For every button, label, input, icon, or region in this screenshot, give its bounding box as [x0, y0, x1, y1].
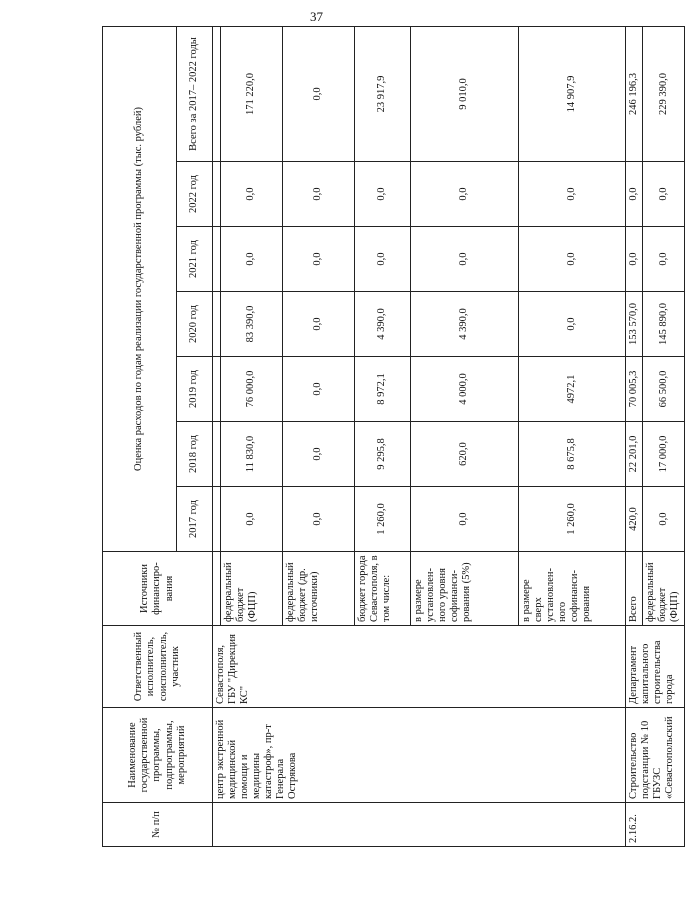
year-header-2022: 2022 год	[177, 162, 213, 227]
row-a-source-blank	[213, 552, 221, 626]
col-header-source: Источники финансиро- вания	[103, 552, 213, 626]
table-row: федеральный бюджет (ФЦП) 0,0 17 000,0 66 500,0 145 890,0 0,0 0,0 229 390,0	[643, 26, 685, 846]
row-a-executor: Севастополя, ГБУ "Дирекция КС"	[213, 626, 626, 708]
year-header-total: Всего за 2017– 2022 годы	[177, 26, 213, 161]
year-header-2020: 2020 год	[177, 292, 213, 357]
table-row: федеральный бюджет (др. источники) 0,0 0,0 0,0 0,0 0,0 0,0 0,0	[283, 26, 355, 846]
table-row: в размере сверх установлен- ного софинанси- рования 1 260,0 8 675,8 4972,1 0,0 0,0 0,0 14 907,9	[519, 26, 626, 846]
row-b-executor: Департамент капитального строительства города	[626, 626, 685, 708]
year-header-2018: 2018 год	[177, 422, 213, 487]
col-header-name: Наименование государственной программы, подпрограммы, мероприятий	[103, 708, 213, 803]
table-row: бюджет города Севастополя, в том числе: 1 260,0 9 295,8 8 972,1 4 390,0 0,0 0,0 23 917,9	[355, 26, 411, 846]
row-a-num	[213, 803, 626, 847]
col-header-estimate: Оценка расходов по годам реализации государственной программы (тыс. рублей)	[103, 26, 177, 551]
col-header-num: № п/п	[103, 803, 213, 847]
table-row: федеральный бюджет (ФЦП) 0,0 11 830,0 76 000,0 83 390,0 0,0 0,0 171 220,0	[221, 26, 283, 846]
col-header-executor: Ответственный исполнитель, соисполнитель, участник	[103, 626, 213, 708]
row-a-name: центр экстренной медицинской помощи и медицины катастроф», пр-т Генерала Острякова	[213, 708, 626, 803]
year-header-2017: 2017 год	[177, 487, 213, 552]
page-number: 37	[310, 9, 323, 24]
table-row: в размере установлен- ного уровня софинанси- рования (5%) 0,0 620,0 4 000,0 4 390,0 0,0 0,0 9 010,0	[411, 26, 519, 846]
rotated-table-container	[102, 27, 681, 847]
year-header-2021: 2021 год	[177, 227, 213, 292]
year-header-2019: 2019 год	[177, 357, 213, 422]
budget-table	[102, 26, 685, 847]
row-b-num: 2.16.2.	[626, 803, 685, 847]
table-row: 2.16.2. Строительство подстанции № 10 ГБУЗС «Севастопольский Департамент капитального строительства города Всего 420,0 22 201,0 70 005,3 153 570,0 0,0 0,0 246 196,3	[626, 26, 643, 846]
row-b-name: Строительство подстанции № 10 ГБУЗС «Севастопольский	[626, 708, 685, 803]
